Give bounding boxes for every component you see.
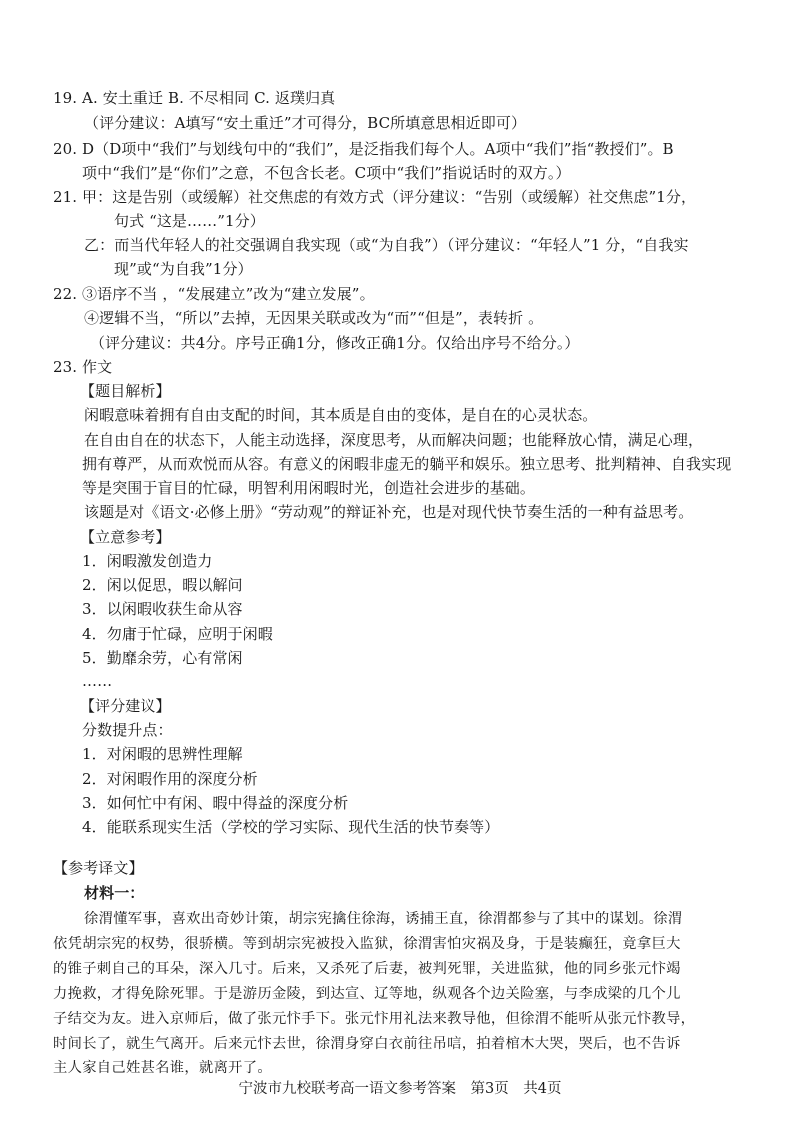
scoring-intro: 分数提升点： <box>82 721 173 739</box>
material-title: 材料一： <box>84 884 145 902</box>
q21-answer-b-line2: 现”或“为自我”1分） <box>114 260 253 278</box>
translation-line-3: 的锥子刺自己的耳朵，深入几寸。后来，又杀死了后妻，被判死罪，关进监狱，他的同乡张元忭竭 <box>53 961 681 977</box>
analysis-paragraph-2-line3: 等是突围于盲目的忙碌，明智利用闲暇时光，创造社会进步的基础。 <box>82 479 536 497</box>
analysis-paragraph-2-line1: 在自由自在的状态下，人能主动选择，深度思考，从而解决问题；也能释放心情，满足心理， <box>84 431 704 449</box>
translation-line-6: 时间长了，就生气离开。后来元忭去世，徐渭身穿白衣前往吊唁，拍着棺木大哭，哭后，也不告诉 <box>53 1036 681 1052</box>
idea-item-1: 1．闲暇激发创造力 <box>82 552 213 570</box>
translation-line-7: 主人家自己姓甚名谁，就离开了。 <box>53 1060 272 1076</box>
analysis-paragraph-3: 该题是对《语文·必修上册》“劳动观”的辩证补充，也是对现代快节奏生活的一种有益思考。 <box>84 503 694 521</box>
q19-scoring-note: （评分建议：A填写“安土重迁”才可得分，BC所填意思相近即可） <box>84 114 527 132</box>
page-footer: 宁波市九校联考高一语文参考答案 第3页 共4页 <box>238 1081 562 1097</box>
q19-answer: 19. A. 安土重迁 B. 不尽相同 C. 返璞归真 <box>53 89 336 107</box>
idea-item-2: 2．闲以促思，暇以解问 <box>82 576 243 594</box>
q22-answer-line1: 22. ③语序不当 ，“发展建立”改为“建立发展”。 <box>53 285 375 303</box>
q21-answer-a-line2: 句式 “这是……”1分） <box>114 212 265 230</box>
analysis-paragraph-2-line2: 拥有尊严，从而欢悦而从容。有意义的闲暇非虚无的躺平和娱乐。独立思考、批判精神、自我实现 <box>82 455 732 473</box>
translation-line-1: 徐渭懂军事，喜欢出奇妙计策，胡宗宪擒住徐海，诱捕王直，徐渭都参与了其中的谋划。徐渭 <box>84 911 683 927</box>
q22-answer-line2: ④逻辑不当，“所以”去掉，无因果关联或改为“而”“但是”，表转折 。 <box>84 309 544 327</box>
idea-item-4: 4．勿庸于忙碌，应明于闲暇 <box>82 625 273 643</box>
q21-answer-a-line1: 21. 甲：这是告别（或缓解）社交焦虑的有效方式（评分建议：“告别（或缓解）社交焦虑”1分， <box>53 188 697 206</box>
ideas-ellipsis: …… <box>82 672 113 690</box>
analysis-heading: 【题目解析】 <box>80 382 171 400</box>
q20-answer-line2: 项中“我们”是“你们”之意，不包含长老。C项中“我们”指说话时的双方。） <box>82 164 571 182</box>
scoring-item-3: 3．如何忙中有闲、暇中得益的深度分析 <box>82 794 349 812</box>
idea-item-5: 5．勤靡余劳，心有常闲 <box>82 649 243 667</box>
scoring-item-4: 4．能联系现实生活（学校的学习实际、现代生活的快节奏等） <box>82 818 500 836</box>
q23-title: 23. 作文 <box>53 358 113 376</box>
ideas-heading: 【立意参考】 <box>80 528 171 546</box>
scoring-item-2: 2．对闲暇作用的深度分析 <box>82 770 258 788</box>
translation-line-4: 力挽救，才得免除死罪。于是游历金陵，到达宣、辽等地，纵观各个边关险塞，与李成梁的几个儿 <box>53 986 681 1002</box>
scoring-item-1: 1．对闲暇的思辨性理解 <box>82 745 243 763</box>
translation-heading: 【参考译文】 <box>53 859 144 877</box>
scoring-heading: 【评分建议】 <box>80 697 171 715</box>
q21-answer-b-line1: 乙：而当代年轻人的社交强调自我实现（或“为自我”）（评分建议：“年轻人”1 分，“自我实 <box>84 236 689 254</box>
translation-line-5: 子结交为友。进入京师后，做了张元忭手下。张元忭用礼法来教导他，但徐渭不能听从张元忭教导， <box>53 1011 696 1027</box>
idea-item-3: 3．以闲暇收获生命从容 <box>82 600 243 618</box>
analysis-paragraph-1: 闲暇意味着拥有自由支配的时间，其本质是自由的变体，是自在的心灵状态。 <box>84 406 598 424</box>
translation-line-2: 依凭胡宗宪的权势，很骄横。等到胡宗宪被投入监狱，徐渭害怕灾祸及身，于是装癫狂，竟拿巨大 <box>53 936 681 952</box>
q22-scoring-note: （评分建议：共4分。序号正确1分，修改正确1分。仅给出序号不给分。） <box>90 334 580 352</box>
q20-answer-line1: 20. D（D项中“我们”与划线句中的“我们”，是泛指我们每个人。A项中“我们”指“教授们”。B <box>53 140 674 158</box>
